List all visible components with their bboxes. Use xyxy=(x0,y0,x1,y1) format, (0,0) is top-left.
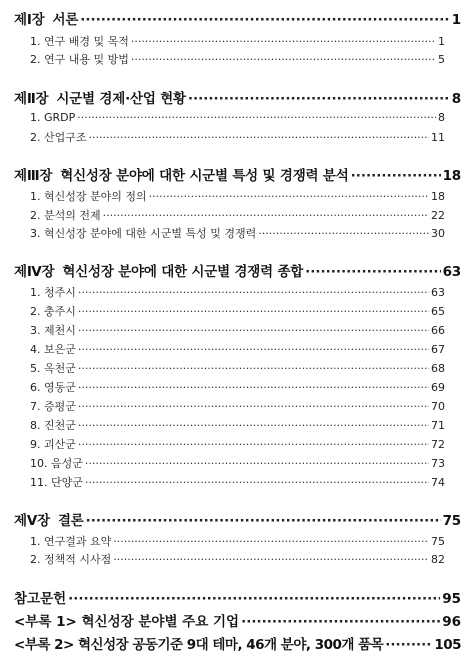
toc-item[interactable] xyxy=(0,225,475,241)
toc-item-label: 2. 정책적 시사점 xyxy=(30,553,112,566)
page-number: 11 xyxy=(431,131,445,144)
chapter-title: 혁신성장 분야에 대한 시군별 특성 및 경쟁력 분석 xyxy=(60,168,349,184)
page-number: 1 xyxy=(451,12,461,28)
chapter-title: 시군별 경제·산업 현황 xyxy=(56,91,186,107)
toc-chapter-3[interactable] xyxy=(0,164,475,184)
dot-leader xyxy=(188,91,450,107)
toc-item[interactable] xyxy=(0,111,475,124)
toc-item-label: 3. 제천시 xyxy=(30,324,76,337)
toc-item-label: 10. 음성군 xyxy=(30,457,83,470)
page-number: 73 xyxy=(431,457,445,470)
toc-item-label: 2. 충주시 xyxy=(30,305,76,318)
toc-ref-label: 참고문헌 xyxy=(14,591,67,607)
toc-item[interactable] xyxy=(0,303,475,319)
toc-item-label: 3. 혁신성장 분야에 대한 시군별 특성 및 경쟁력 xyxy=(30,227,257,240)
toc-item[interactable] xyxy=(0,474,475,490)
toc-chapter-1[interactable] xyxy=(0,8,475,28)
toc-item[interactable] xyxy=(0,360,475,376)
dot-leader xyxy=(351,168,441,184)
chapter-number: 제Ⅳ장 xyxy=(14,264,55,280)
toc-ref-label: <부록 2> 혁신성장 공동기준 9대 테마, 46개 분야, 300개 품목 xyxy=(14,637,384,653)
page-number: 75 xyxy=(442,513,461,529)
chapter-number: 제Ⅲ장 xyxy=(14,168,53,184)
toc-item-label: 1. 혁신성장 분야의 정의 xyxy=(30,190,147,203)
dot-leader xyxy=(77,111,436,124)
page-number: 75 xyxy=(431,535,445,548)
chapter-number: 제Ⅰ장 xyxy=(14,12,45,28)
chapter-number: 제Ⅴ장 xyxy=(14,513,50,529)
toc-item[interactable] xyxy=(0,129,475,145)
page-number: 70 xyxy=(431,400,445,413)
page-number: 72 xyxy=(431,438,445,451)
dot-leader xyxy=(385,637,432,653)
chapter-heading xyxy=(0,8,78,28)
toc-item[interactable] xyxy=(0,533,475,549)
toc-item-label: 8. 진천군 xyxy=(30,419,76,432)
toc-item-label: 2. 연구 내용 및 방법 xyxy=(30,53,129,66)
toc-item[interactable] xyxy=(0,551,475,567)
page-number: 74 xyxy=(431,476,445,489)
dot-leader xyxy=(113,535,429,548)
toc-item-label: 6. 영동군 xyxy=(30,381,76,394)
toc-ref-label: <부록 1> 혁신성장 분야별 주요 기업 xyxy=(14,614,240,630)
dot-leader xyxy=(78,343,429,356)
toc-item[interactable] xyxy=(0,455,475,471)
page-number: 22 xyxy=(431,209,445,222)
page-number: 95 xyxy=(442,591,461,607)
dot-leader xyxy=(258,227,429,240)
page-number: 96 xyxy=(442,614,461,630)
dot-leader xyxy=(78,286,429,299)
toc-item-label: 9. 괴산군 xyxy=(30,438,76,451)
dot-leader xyxy=(89,131,430,144)
toc-item[interactable] xyxy=(0,51,475,67)
page-number: 68 xyxy=(431,362,445,375)
toc-chapter-2[interactable] xyxy=(0,87,475,107)
chapter-heading xyxy=(0,164,349,184)
chapter-number: 제Ⅱ장 xyxy=(14,91,49,107)
toc-item-label: 2. 산업구조 xyxy=(30,131,87,144)
dot-leader xyxy=(78,400,429,413)
toc-references[interactable] xyxy=(0,587,475,607)
toc-chapter-5[interactable] xyxy=(0,509,475,529)
dot-leader xyxy=(78,381,429,394)
page-number: 105 xyxy=(434,637,461,653)
toc-item-label: 1. 청주시 xyxy=(30,286,76,299)
dot-leader xyxy=(241,614,440,630)
toc-item[interactable] xyxy=(0,436,475,452)
toc-item[interactable] xyxy=(0,398,475,414)
chapter-title: 서론 xyxy=(52,12,79,28)
toc-item[interactable] xyxy=(0,33,475,49)
dot-leader xyxy=(85,476,429,489)
toc-item-label: 11. 단양군 xyxy=(30,476,83,489)
dot-leader xyxy=(78,419,429,432)
page-number: 30 xyxy=(431,227,445,240)
dot-leader xyxy=(113,553,429,566)
page-number: 63 xyxy=(442,264,461,280)
chapter-heading xyxy=(0,509,84,529)
toc-item[interactable] xyxy=(0,379,475,395)
page-number: 18 xyxy=(442,168,461,184)
chapter-title: 결론 xyxy=(57,513,84,529)
toc-item[interactable] xyxy=(0,322,475,338)
dot-leader xyxy=(149,190,429,203)
dot-leader xyxy=(131,35,436,48)
toc-item[interactable] xyxy=(0,417,475,433)
toc-item-label: 1. 연구 배경 및 목적 xyxy=(30,35,129,48)
toc-item-label: 1. GRDP xyxy=(30,111,76,124)
page-number: 69 xyxy=(431,381,445,394)
page-number: 18 xyxy=(431,190,445,203)
dot-leader xyxy=(85,457,429,470)
toc-appendix-2[interactable] xyxy=(0,633,475,653)
page-number: 65 xyxy=(431,305,445,318)
chapter-heading xyxy=(0,260,303,280)
page-number: 63 xyxy=(431,286,445,299)
dot-leader xyxy=(86,513,441,529)
page-number: 67 xyxy=(431,343,445,356)
toc-appendix-1[interactable] xyxy=(0,610,475,630)
dot-leader xyxy=(305,264,440,280)
dot-leader xyxy=(78,438,429,451)
page-number: 5 xyxy=(438,53,445,66)
dot-leader xyxy=(78,324,429,337)
page-number: 8 xyxy=(438,111,445,124)
toc-item-label: 7. 증평군 xyxy=(30,400,76,413)
toc-item[interactable] xyxy=(0,341,475,357)
toc-item-label: 2. 분석의 전제 xyxy=(30,209,101,222)
toc-item[interactable] xyxy=(0,284,475,300)
toc-item-label: 1. 연구결과 요약 xyxy=(30,535,112,548)
toc-item-label: 4. 보은군 xyxy=(30,343,76,356)
page-number: 71 xyxy=(431,419,445,432)
page-number: 8 xyxy=(451,91,461,107)
toc-item[interactable] xyxy=(0,207,475,223)
toc-item-label: 5. 옥천군 xyxy=(30,362,76,375)
toc-chapter-4[interactable] xyxy=(0,260,475,280)
toc-item[interactable] xyxy=(0,188,475,204)
dot-leader xyxy=(103,209,429,222)
dot-leader xyxy=(131,53,436,66)
page-number: 66 xyxy=(431,324,445,337)
chapter-title: 혁신성장 분야에 대한 시군별 경쟁력 종합 xyxy=(62,264,304,280)
page-number: 82 xyxy=(431,553,445,566)
chapter-heading xyxy=(0,87,186,107)
dot-leader xyxy=(80,12,450,28)
dot-leader xyxy=(68,591,440,607)
dot-leader xyxy=(78,362,429,375)
page-number: 1 xyxy=(438,35,445,48)
dot-leader xyxy=(78,305,429,318)
